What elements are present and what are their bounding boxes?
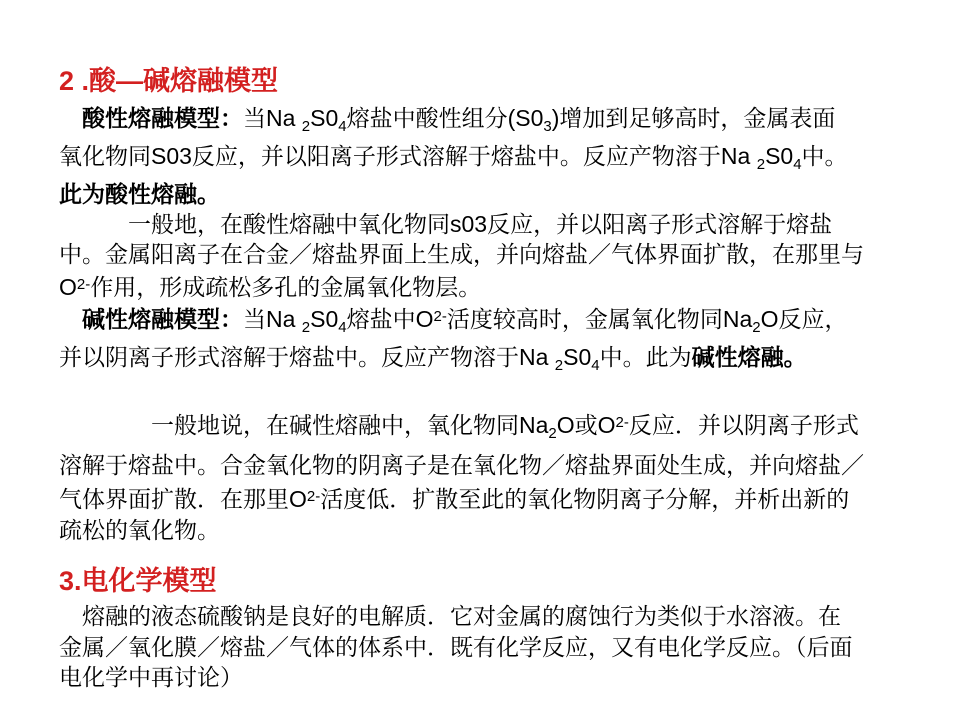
text-segment bbox=[59, 105, 82, 131]
text-segment: )增加到足够高时，金属表面 bbox=[551, 105, 836, 131]
slide-text-block bbox=[59, 64, 909, 693]
text-segment: 活度低．扩散至此的氧化物阴离子分解，并析出新的 bbox=[320, 485, 850, 512]
text-line bbox=[59, 343, 909, 381]
text-segment: S0 bbox=[310, 105, 339, 131]
text-segment: O或O bbox=[556, 412, 616, 439]
text-segment: 中。此为 bbox=[599, 344, 692, 371]
text-segment: O bbox=[59, 273, 77, 300]
subscript: 4 bbox=[338, 319, 347, 337]
text-segment: 活度较高时，金属氧化物同Na bbox=[446, 306, 753, 333]
subscript: 4 bbox=[338, 118, 347, 135]
text-segment: 中。金属阳离子在合金／熔盐界面上生成，并向熔盐／气体界面扩散，在那里与 bbox=[59, 240, 864, 267]
text-segment: S0 bbox=[310, 306, 339, 333]
text-line bbox=[59, 481, 909, 515]
text-segment: 碱性熔融。 bbox=[691, 344, 807, 371]
text-segment: O反应， bbox=[760, 306, 848, 333]
text-line bbox=[59, 450, 909, 481]
text-segment: 一般地，在酸性熔融中氧化物同s03反应，并以阳离子形式溶解于熔盐 bbox=[59, 210, 833, 237]
text-segment: 中。 bbox=[801, 142, 848, 169]
text-segment: 反应．并以阴离子形式 bbox=[628, 412, 859, 439]
text-line bbox=[59, 515, 909, 546]
subscript: 2 bbox=[301, 319, 311, 337]
superscript: 2- bbox=[306, 487, 321, 505]
text-line bbox=[59, 104, 909, 142]
text-line bbox=[59, 662, 909, 693]
text-line bbox=[59, 601, 909, 632]
text-segment: 熔融的液态硫酸钠是良好的电解质．它对金属的腐蚀行为类似于水溶液。在 bbox=[59, 603, 841, 630]
text-segment: 氧化物同S03反应，并以阳离子形式溶解于熔盐中。反应产物溶于Na bbox=[59, 142, 757, 169]
text-segment: 此为酸性熔融。 bbox=[59, 180, 220, 207]
text-segment: 金属／氧化膜／熔盐／气体的体系中．既有化学反应，又有电化学反应。（后面 bbox=[59, 633, 853, 660]
subscript: 3 bbox=[543, 118, 552, 135]
text-segment: 当Na bbox=[243, 306, 302, 333]
text-segment: 一般地说，在碱性熔融中，氧化物同Na bbox=[59, 412, 549, 439]
superscript: 2- bbox=[76, 275, 91, 293]
subscript: 4 bbox=[591, 357, 600, 375]
text-segment bbox=[59, 306, 82, 332]
text-segment: 电化学中再讨论） bbox=[59, 664, 243, 691]
text-line bbox=[59, 632, 909, 663]
subscript: 4 bbox=[793, 155, 802, 173]
paragraph-alkaline-general bbox=[59, 407, 909, 546]
text-segment: 疏松的氧化物。 bbox=[59, 517, 220, 544]
subscript: 2 bbox=[756, 155, 766, 173]
text-line bbox=[59, 142, 909, 180]
superscript: 2- bbox=[433, 308, 447, 326]
section-2-heading: 2 .酸—碱熔融模型 bbox=[59, 66, 279, 96]
subscript: 2 bbox=[752, 319, 761, 337]
text-line bbox=[59, 210, 909, 240]
text-line bbox=[59, 302, 909, 343]
text-line bbox=[59, 407, 909, 449]
section-3-heading: 3.电化学模型 bbox=[59, 566, 217, 597]
text-segment: 酸性熔融模型： bbox=[82, 105, 243, 131]
paragraph-electrochemical-model bbox=[59, 601, 909, 693]
text-segment: 并以阴离子形式溶解于熔盐中。反应产物溶于Na bbox=[59, 344, 555, 371]
text-line bbox=[59, 180, 909, 210]
paragraph-acid-base-fluxing bbox=[59, 104, 909, 381]
text-segment: S0 bbox=[563, 344, 592, 371]
superscript: 2- bbox=[615, 414, 629, 432]
subscript: 2 bbox=[554, 357, 564, 375]
text-segment: 溶解于熔盐中。合金氧化物的阴离子是在氧化物／熔盐界面处生成，并向熔盐／ bbox=[59, 451, 864, 478]
text-line bbox=[59, 240, 909, 270]
text-segment: 气体界面扩散．在那里O bbox=[59, 485, 307, 512]
text-segment: 熔盐中酸性组分(S0 bbox=[346, 105, 544, 131]
text-segment: 碱性熔融模型： bbox=[82, 306, 243, 333]
text-segment: 熔盐中O bbox=[346, 306, 434, 333]
text-segment: 当Na bbox=[243, 105, 302, 131]
text-segment: 作用，形成疏松多孔的金属氧化物层。 bbox=[90, 273, 482, 300]
subscript: 2 bbox=[548, 425, 557, 443]
text-line bbox=[59, 270, 909, 303]
text-segment: S0 bbox=[765, 142, 794, 169]
subscript: 2 bbox=[301, 118, 311, 135]
